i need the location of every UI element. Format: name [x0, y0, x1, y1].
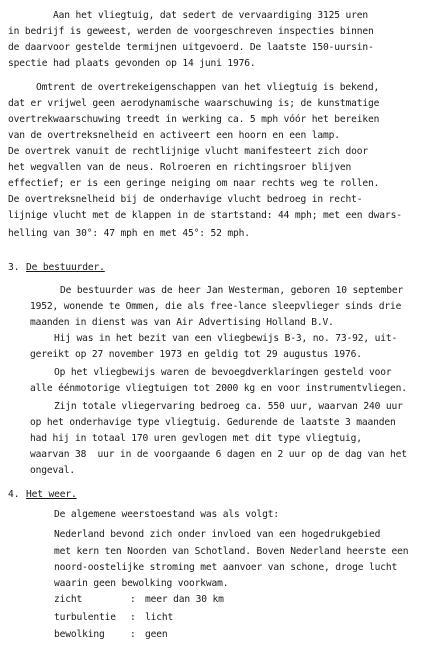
- condition-value: meer dan 30 km: [145, 594, 224, 605]
- text-line: dat er vrijwel geen aerodynamische waarschuwing is; de kunstmatige: [8, 98, 380, 109]
- text-line: Op het vliegbewijs waren de bevoegdverklaringen gesteld voor: [54, 367, 392, 378]
- text-line: ongeval.: [30, 465, 76, 476]
- condition-label: zicht: [54, 594, 83, 605]
- condition-value: licht: [145, 612, 174, 623]
- text-line: lijnige vlucht met de klappen in de startstand: 44 mph; met een dwars-: [8, 210, 402, 221]
- text-line: waarvan 38 uur in de voorgaande 6 dagen en 2 uur op de dag van het: [30, 449, 407, 460]
- section-number: 3.: [8, 262, 20, 273]
- condition-value: geen: [145, 629, 168, 640]
- text-line: met kern ten Noorden van Schotland. Boven Nederland heerste een: [54, 546, 409, 557]
- text-line: Aan het vliegtuig, dat sedert de vervaardiging 3125 uren: [53, 10, 369, 21]
- text-line: Hij was in het bezit van een vliegbewijs B-3, no. 73-92, uit-: [54, 333, 398, 344]
- condition-sep: :: [130, 594, 136, 605]
- text-line: effectief; er is een geringe neiging om naar rechts weg te rollen.: [8, 178, 380, 189]
- text-line: De overtreksnelheid bij de onderhavige vlucht bedroeg in recht-: [8, 194, 363, 205]
- text-line: van de overtreksnelheid en activeert een hoorn en een lamp.: [8, 130, 340, 141]
- text-line: helling van 30°: 47 mph en met 45°: 52 mph.: [8, 228, 250, 239]
- text-line: de daarvoor gestelde termijnen uitgevoerd. De laatste 150-uursin-: [8, 42, 374, 53]
- condition-label: turbulentie: [54, 612, 116, 623]
- text-line: alle éénmotorige vliegtuigen tot 2000 kg en voor instrumentvliegen.: [30, 383, 407, 394]
- text-line: overtrekwaarschuwing treedt in werking ca. 5 mph vóór het bereiken: [8, 114, 380, 125]
- section-heading: Het weer.: [26, 489, 77, 500]
- text-line: spectie had plaats gevonden op 14 juni 1976.: [8, 58, 256, 69]
- text-line: op het onderhavige type vliegtuig. Gedurende de laatste 3 maanden: [30, 417, 396, 428]
- text-line: De overtrek vanuit de rechtlijnige vlucht manifesteert zich door: [8, 146, 369, 157]
- text-line: het wegvallen van de neus. Rolroeren en richtingsroer blijven: [8, 162, 352, 173]
- section-number: 4.: [8, 489, 20, 500]
- text-line: De bestuurder was de heer Jan Westerman, geboren 10 september: [60, 285, 404, 296]
- condition-sep: :: [130, 629, 136, 640]
- text-line: 1952, wonende te Ommen, die als free-lance sleepvlieger sinds drie: [30, 301, 402, 312]
- text-line: gereikt op 27 november 1973 en geldig tot 29 augustus 1976.: [30, 349, 362, 360]
- section-heading: De bestuurder.: [26, 262, 105, 273]
- condition-label: bewolking: [54, 629, 105, 640]
- condition-sep: :: [130, 612, 136, 623]
- text-line: in bedrijf is geweest, werden de voorgeschreven inspecties binnen: [8, 26, 374, 37]
- text-line: noord-oostelijke stroming met aanvoer van schone, droge lucht: [54, 562, 398, 573]
- text-line: Nederland bevond zich onder invloed van een hogedrukgebied: [54, 529, 381, 540]
- text-line: De algemene weerstoestand was als volgt:: [54, 509, 280, 520]
- text-line: had hij in totaal 170 uren gevlogen met dit type vliegtuig,: [30, 433, 362, 444]
- text-line: Omtrent de overtrekeigenschappen van het vliegtuig is bekend,: [36, 82, 380, 93]
- text-line: waarin geen bewolking voorkwam.: [54, 578, 229, 589]
- text-line: maanden in dienst was van Air Advertising Holland B.V.: [30, 317, 334, 328]
- text-line: Zijn totale vliegervaring bedroeg ca. 550 uur, waarvan 240 uur: [54, 401, 403, 412]
